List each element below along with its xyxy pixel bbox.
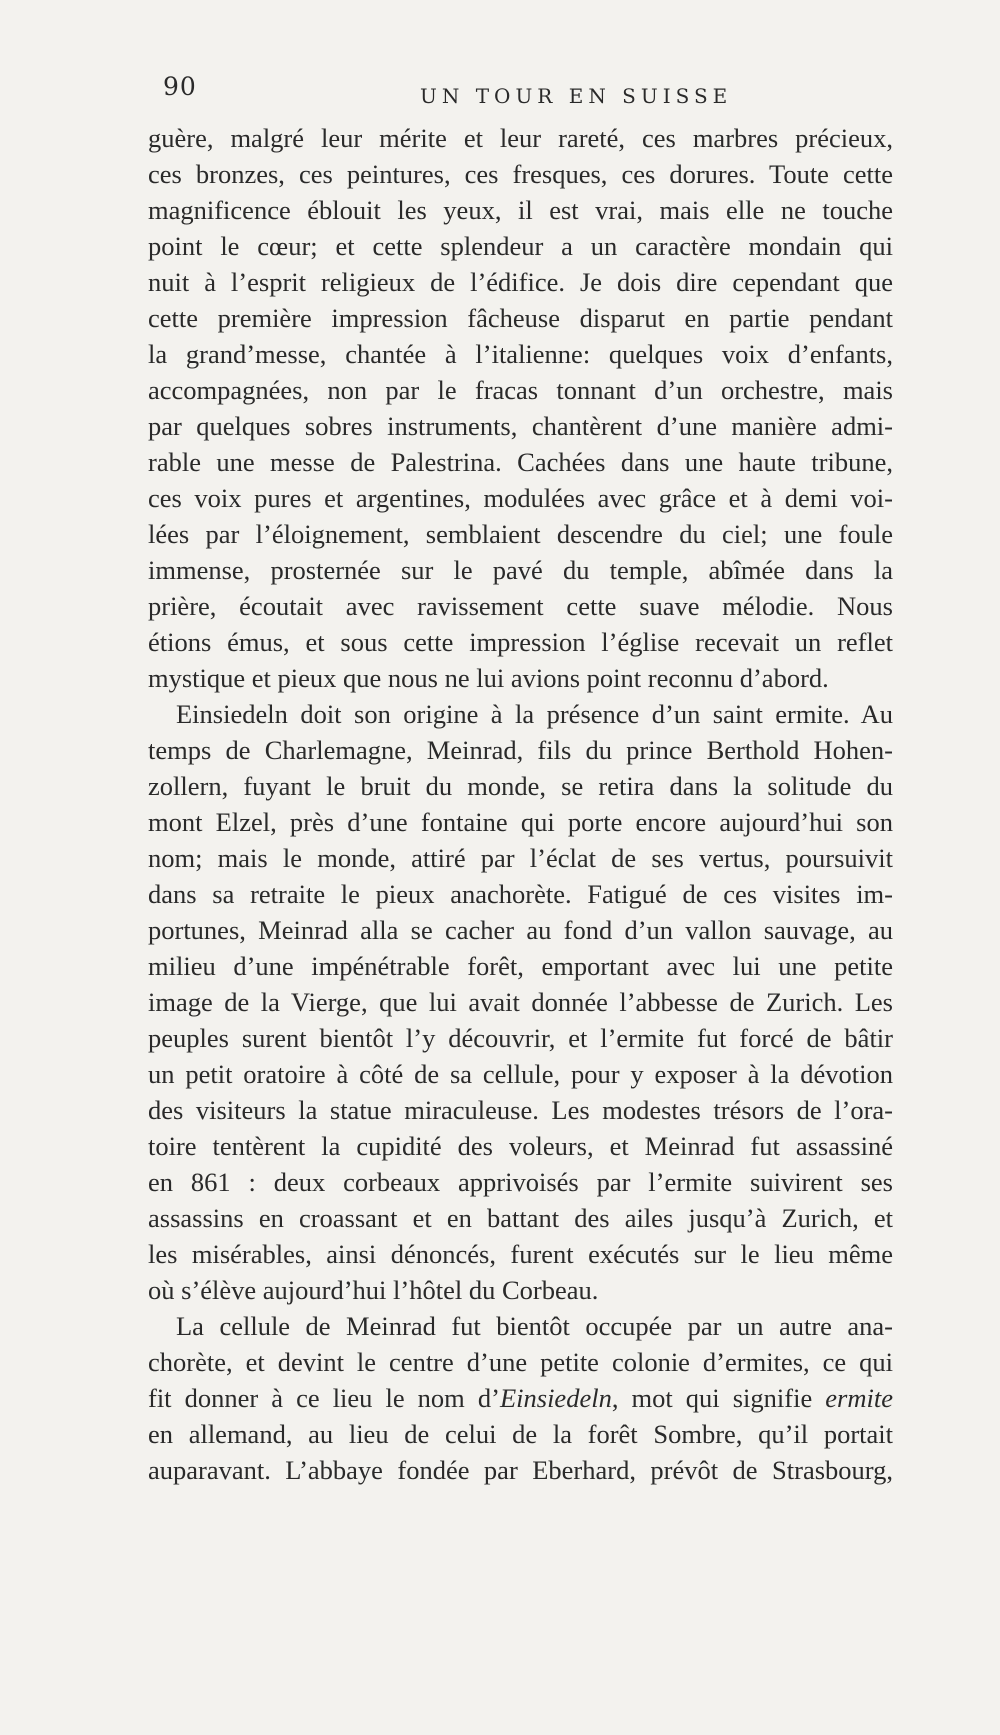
text-line: prière, écoutait avec ravissement cette suave mélodie. Nous: [148, 591, 893, 621]
text-line: ces bronzes, ces peintures, ces fresques, ces dorures. Toute cette: [148, 159, 893, 189]
text-line: immense, prosternée sur le pavé du temple, abîmée dans la: [148, 555, 893, 585]
text-line: nom; mais le monde, attiré par l’éclat de ses vertus, poursuivit: [148, 843, 893, 873]
text-line: des visiteurs la statue miraculeuse. Les modestes trésors de l’ora-: [148, 1095, 893, 1125]
text-line: magnificence éblouit les yeux, il est vrai, mais elle ne touche: [148, 195, 893, 225]
text-line-with-italics: [148, 1380, 893, 1416]
text-run: , mot qui signifie: [611, 1383, 826, 1413]
text-line: nuit à l’esprit religieux de l’édifice. Je dois dire cependant que: [148, 267, 893, 297]
paragraph-3: [148, 1308, 893, 1488]
text-line: par quelques sobres instruments, chantèrent d’une manière admi-: [148, 411, 893, 441]
text-line: zollern, fuyant le bruit du monde, se retira dans la solitude du: [148, 771, 893, 801]
body-text: [148, 120, 893, 1488]
text-line: peuples surent bientôt l’y découvrir, et l’ermite fut forcé de bâtir: [148, 1023, 893, 1053]
text-line: la grand’messe, chantée à l’italienne: quelques voix d’enfants,: [148, 339, 893, 369]
text-line: cette première impression fâcheuse disparut en partie pendant: [148, 303, 893, 333]
text-line: chorète, et devint le centre d’une petite colonie d’ermites, ce qui: [148, 1347, 893, 1377]
text-line: dans sa retraite le pieux anachorète. Fatigué de ces visites im-: [148, 879, 893, 909]
text-line: guère, malgré leur mérite et leur rareté, ces marbres précieux,: [148, 123, 893, 153]
text-line: en allemand, au lieu de celui de la forêt Sombre, qu’il portait: [148, 1419, 893, 1449]
text-line: Einsiedeln doit son origine à la présence d’un saint ermite. Au: [176, 699, 893, 729]
text-line: milieu d’une impénétrable forêt, emportant avec lui une petite: [148, 951, 893, 981]
text-line: point le cœur; et cette splendeur a un caractère mondain qui: [148, 231, 893, 261]
text-line: en 861 : deux corbeaux apprivoisés par l’ermite suivirent ses: [148, 1167, 893, 1197]
text-line: assassins en croassant et en battant des ailes jusqu’à Zurich, et: [148, 1203, 893, 1233]
text-line: accompagnées, non par le fracas tonnant d’un orchestre, mais: [148, 375, 893, 405]
page-number: 90: [163, 72, 197, 101]
text-line: mont Elzel, près d’une fontaine qui porte encore aujourd’hui son: [148, 807, 893, 837]
text-line: mystique et pieux que nous ne lui avions point reconnu d’abord.: [148, 663, 829, 693]
text-line: toire tentèrent la cupidité des voleurs, et Meinrad fut assassiné: [148, 1131, 893, 1161]
text-line: La cellule de Meinrad fut bientôt occupée par un autre ana-: [176, 1311, 893, 1341]
italic-term: Einsiedeln: [499, 1383, 612, 1413]
text-line: un petit oratoire à côté de sa cellule, pour y exposer à la dévotion: [148, 1059, 893, 1089]
text-line: ces voix pures et argentines, modulées avec grâce et à demi voi-: [148, 483, 893, 513]
running-title: UN TOUR EN SUISSE: [420, 84, 733, 108]
paragraph-1: [148, 120, 893, 696]
text-line: lées par l’éloignement, semblaient descendre du ciel; une foule: [148, 519, 893, 549]
paragraph-2: [148, 696, 893, 1308]
text-line: où s’élève aujourd’hui l’hôtel du Corbeau.: [148, 1275, 599, 1305]
text-line: auparavant. L’abbaye fondée par Eberhard, prévôt de Strasbourg,: [148, 1455, 893, 1485]
text-line: rable une messe de Palestrina. Cachées dans une haute tribune,: [148, 447, 893, 477]
text-line: portunes, Meinrad alla se cacher au fond d’un vallon sauvage, au: [148, 915, 893, 945]
text-line: les misérables, ainsi dénoncés, furent exécutés sur le lieu même: [148, 1239, 893, 1269]
text-run: fit donner à ce lieu le nom d’: [148, 1383, 500, 1413]
italic-term: ermite: [825, 1383, 893, 1413]
text-line: temps de Charlemagne, Meinrad, fils du prince Berthold Hohen-: [148, 735, 893, 765]
text-line: étions émus, et sous cette impression l’église recevait un reflet: [148, 627, 893, 657]
text-line: image de la Vierge, que lui avait donnée l’abbesse de Zurich. Les: [148, 987, 893, 1017]
